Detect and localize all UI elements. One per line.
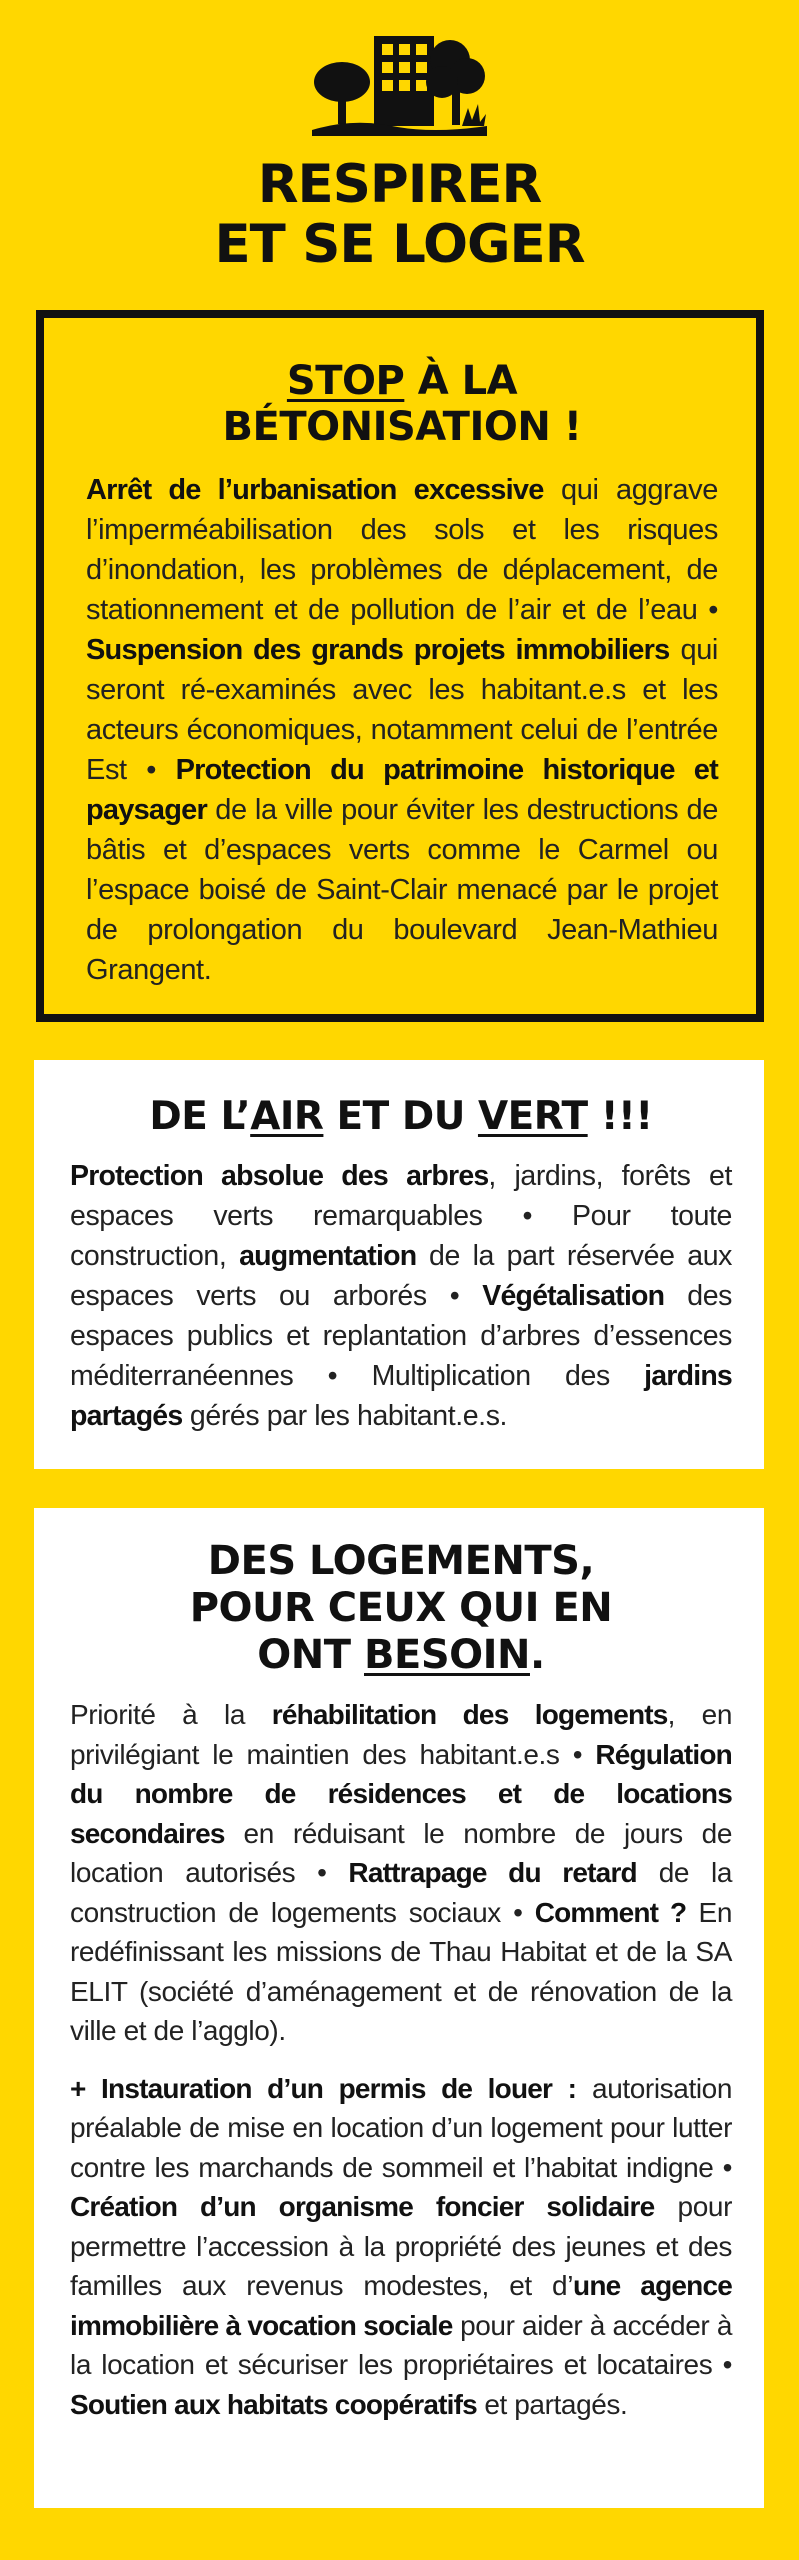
section-body-1	[70, 1695, 732, 2051]
bold-phrase: Suspension des grands projets immobiliers	[86, 634, 670, 666]
bold-phrase: + Instauration d’un permis de louer :	[70, 2072, 577, 2104]
bold-phrase: Création d’un organisme foncier solidaire	[70, 2191, 655, 2222]
section-air-vert	[34, 1060, 764, 1469]
section-logements	[34, 1508, 764, 2508]
text-run: pour permettre l’accession à la propriété des jeunes et des familles aux revenus modestes, et d’	[70, 2191, 732, 2301]
title-line2: POUR CEUX QUI EN	[189, 1585, 613, 1631]
bold-phrase: Protection absolue des arbres	[70, 1160, 489, 1192]
section-title: DE L’AIR ET DU VERT !!!	[149, 1094, 653, 1139]
section-title: STOP À LA BÉTONISATION !	[86, 358, 718, 450]
section-title: DES LOGEMENTS, POUR CEUX QUI EN ONT BESOIN.	[70, 1538, 732, 1679]
section-stop-betonisation	[36, 310, 764, 1022]
text-run: Priorité à la	[70, 1699, 272, 1730]
main-title-line1: RESPIRER	[257, 154, 542, 215]
title-underlined-vert: VERT	[477, 1094, 588, 1139]
text-run: qui aggrave l’imperméabilisation des sols et les risques d’inondation, les problèmes de déplacement, de stationnement et de pollution de l’air et de l’eau •	[86, 474, 718, 626]
text-run: de la ville pour éviter les destructions de bâtis et d’espaces verts comme le Carmel ou l’espace boisé de Saint-Clair menacé par le projet de prolongation du boulevard Jean-Mathieu Grangent.	[86, 794, 718, 986]
bold-phrase: Arrêt de l’urbanisation excessive	[86, 474, 544, 506]
section-body	[70, 1156, 732, 1436]
main-title-line2: ET SE LOGER	[214, 214, 585, 275]
bold-phrase: une agence immobilière à vocation sociale	[70, 2270, 732, 2341]
text-run: , en privilégiant le maintien des habitant.e.s •	[70, 1699, 733, 1770]
text-run: En redéfinissant les missions de Thau Habitat et de la SA ELIT (société d’aménagement et de rénovation de la ville et de l’agglo).	[70, 1896, 732, 2046]
bold-phrase: jardins partagés	[70, 1360, 732, 1432]
bold-phrase: augmentation	[239, 1240, 417, 1272]
text-run: de la construction de logements sociaux •	[70, 1857, 732, 1928]
title-underlined-air: AIR	[250, 1094, 324, 1139]
bold-phrase: réhabilitation des logements	[271, 1699, 668, 1730]
title-line1: DES LOGEMENTS,	[207, 1538, 595, 1584]
city-tree-icon	[312, 30, 487, 140]
bold-phrase: Soutien aux habitats coopératifs	[70, 2388, 477, 2420]
bold-phrase: Protection du patrimoine historique et paysager	[86, 754, 718, 826]
section-body-2	[70, 2069, 732, 2425]
section-body	[86, 470, 718, 990]
bold-phrase: Comment ?	[534, 1896, 687, 1928]
bold-phrase: Végétalisation	[482, 1280, 665, 1312]
text-run: et partagés.	[476, 2388, 628, 2420]
text-run: , jardins, forêts et espaces verts remarquables • Pour toute construction,	[70, 1160, 732, 1272]
text-run: des espaces publics et replantation d’arbres d’essences méditerranéennes • Multiplication des	[70, 1280, 732, 1392]
title-underlined-besoin: BESOIN	[364, 1632, 530, 1678]
bold-phrase: Rattrapage du retard	[348, 1857, 637, 1888]
text-run: pour aider à accéder à la location et sécuriser les propriétaires et locataires •	[70, 2309, 732, 2380]
text-run: qui seront ré-examinés avec les habitant.e.s et les acteurs économiques, notamment celui de l’entrée Est •	[86, 634, 718, 786]
title-line2: BÉTONISATION !	[222, 404, 582, 450]
text-run: gérés par les habitant.e.s.	[182, 1400, 508, 1432]
text-run: de la part réservée aux espaces verts ou arborés •	[70, 1240, 732, 1312]
text-run: autorisation préalable de mise en location d’un logement pour lutter contre les marchands de sommeil et l’habitat indigne •	[70, 2072, 732, 2183]
title-underlined: STOP	[286, 358, 405, 404]
bold-phrase: Régulation du nombre de résidences et de locations secondaires	[70, 1738, 732, 1849]
text-run: en réduisant le nombre de jours de location autorisés •	[70, 1817, 732, 1888]
main-title	[0, 155, 799, 275]
